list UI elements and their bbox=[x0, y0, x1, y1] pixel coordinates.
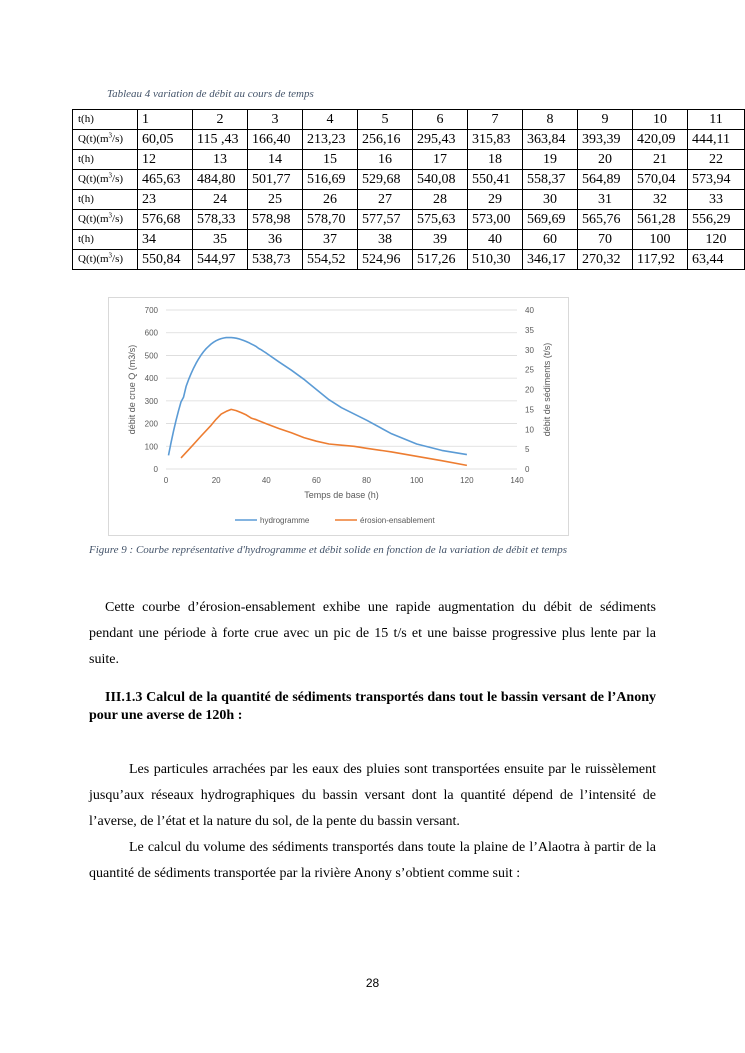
time-cell: 40 bbox=[468, 230, 523, 250]
time-cell: 5 bbox=[358, 110, 413, 130]
x-axis-title: Temps de base (h) bbox=[304, 490, 379, 500]
time-cell: 11 bbox=[688, 110, 745, 130]
time-cell: 20 bbox=[578, 150, 633, 170]
time-cell: 18 bbox=[468, 150, 523, 170]
y-axis-title: débit de crue Q (m3/s) bbox=[127, 344, 137, 435]
y-tick-label: 0 bbox=[153, 465, 158, 474]
flow-cell: 550,41 bbox=[468, 170, 523, 190]
paragraph-2: Les particules arrachées par les eaux des pluies sont transportées ensuite par le ruissèlement jusqu’aux réseaux hydrographiques du bassin versant dont la quantité dépend de l’intensité de l’averse, de l’état et la nature du sol, de la pente du bassin versant. bbox=[89, 762, 656, 829]
y2-axis-title: débit de sédiments (t/s) bbox=[542, 342, 552, 437]
flow-cell: 578,70 bbox=[303, 210, 358, 230]
time-cell: 26 bbox=[303, 190, 358, 210]
flow-label-cell: $Q(t)(m^3/s)$ bbox=[73, 170, 138, 190]
time-cell: 29 bbox=[468, 190, 523, 210]
x-tick-label: 60 bbox=[311, 476, 321, 485]
flow-cell: 524,96 bbox=[358, 250, 413, 270]
time-cell: 24 bbox=[193, 190, 248, 210]
time-cell: 8 bbox=[523, 110, 578, 130]
legend-label: érosion-ensablement bbox=[360, 516, 435, 525]
time-cell: 4 bbox=[303, 110, 358, 130]
flow-cell: 315,83 bbox=[468, 130, 523, 150]
y2-tick-label: 5 bbox=[525, 445, 530, 455]
time-cell: 7 bbox=[468, 110, 523, 130]
series-line-erosion bbox=[181, 409, 467, 465]
flow-cell: 565,76 bbox=[578, 210, 633, 230]
table-row bbox=[73, 110, 745, 130]
flow-cell: 540,08 bbox=[413, 170, 468, 190]
time-cell: 100 bbox=[633, 230, 688, 250]
y-tick-label: 300 bbox=[144, 396, 158, 406]
time-cell: 27 bbox=[358, 190, 413, 210]
flow-cell: 213,23 bbox=[303, 130, 358, 150]
flow-cell: 166,40 bbox=[248, 130, 303, 150]
y2-tick-label: 0 bbox=[525, 465, 530, 474]
table-row bbox=[73, 170, 745, 190]
flow-cell: 393,39 bbox=[578, 130, 633, 150]
x-tick-label: 140 bbox=[510, 476, 524, 485]
y-tick-label: 200 bbox=[144, 419, 158, 429]
flow-table bbox=[72, 109, 745, 270]
flow-cell: 575,63 bbox=[413, 210, 468, 230]
time-cell: 35 bbox=[193, 230, 248, 250]
flow-cell: 465,63 bbox=[138, 170, 193, 190]
table-row bbox=[73, 130, 745, 150]
time-cell: 39 bbox=[413, 230, 468, 250]
time-cell: 3 bbox=[248, 110, 303, 130]
flow-cell: 538,73 bbox=[248, 250, 303, 270]
time-cell: 23 bbox=[138, 190, 193, 210]
flow-cell: 510,30 bbox=[468, 250, 523, 270]
time-cell: 1 bbox=[138, 110, 193, 130]
flow-label-cell: $Q(t)(m^3/s)$ bbox=[73, 210, 138, 230]
y-tick-label: 100 bbox=[144, 442, 158, 452]
y2-tick-label: 35 bbox=[525, 325, 534, 335]
flow-cell: 444,11 bbox=[688, 130, 745, 150]
time-cell: 34 bbox=[138, 230, 193, 250]
x-tick-label: 0 bbox=[163, 476, 169, 485]
time-cell: 12 bbox=[138, 150, 193, 170]
time-label-cell: t(h) bbox=[73, 110, 138, 130]
x-tick-label: 20 bbox=[211, 476, 221, 485]
flow-cell: 256,16 bbox=[358, 130, 413, 150]
flow-cell: 60,05 bbox=[138, 130, 193, 150]
flow-cell: 573,94 bbox=[688, 170, 745, 190]
flow-cell: 561,28 bbox=[633, 210, 688, 230]
y-tick-label: 600 bbox=[144, 328, 158, 338]
time-cell: 21 bbox=[633, 150, 688, 170]
x-tick-label: 120 bbox=[460, 476, 474, 485]
y2-tick-label: 15 bbox=[525, 405, 534, 415]
chart-canvas bbox=[109, 298, 568, 535]
flow-label-cell: $Q(t)(m^3/s)$ bbox=[73, 130, 138, 150]
time-label-cell: t(h) bbox=[73, 230, 138, 250]
time-cell: 15 bbox=[303, 150, 358, 170]
table-row bbox=[73, 190, 745, 210]
flow-cell: 570,04 bbox=[633, 170, 688, 190]
time-label-cell: t(h) bbox=[73, 190, 138, 210]
time-cell: 38 bbox=[358, 230, 413, 250]
time-cell: 2 bbox=[193, 110, 248, 130]
time-cell: 120 bbox=[688, 230, 745, 250]
time-cell: 10 bbox=[633, 110, 688, 130]
y2-tick-label: 40 bbox=[525, 306, 534, 315]
x-tick-label: 40 bbox=[261, 476, 271, 485]
y-tick-label: 400 bbox=[144, 374, 158, 384]
flow-cell: 564,89 bbox=[578, 170, 633, 190]
flow-cell: 516,69 bbox=[303, 170, 358, 190]
time-cell: 17 bbox=[413, 150, 468, 170]
y2-tick-label: 30 bbox=[525, 345, 534, 355]
x-tick-label: 80 bbox=[362, 476, 372, 485]
flow-cell: 501,77 bbox=[248, 170, 303, 190]
time-cell: 19 bbox=[523, 150, 578, 170]
time-cell: 33 bbox=[688, 190, 745, 210]
flow-cell: 484,80 bbox=[193, 170, 248, 190]
time-cell: 36 bbox=[248, 230, 303, 250]
flow-cell: 529,68 bbox=[358, 170, 413, 190]
flow-cell: 517,26 bbox=[413, 250, 468, 270]
table-row bbox=[73, 210, 745, 230]
legend-label: hydrogramme bbox=[260, 516, 310, 525]
figure-caption: Figure 9 : Courbe représentative d'hydrogramme et débit solide en fonction de la variation de débit et temps bbox=[89, 544, 568, 556]
flow-cell: 576,68 bbox=[138, 210, 193, 230]
flow-cell: 556,29 bbox=[688, 210, 745, 230]
time-cell: 9 bbox=[578, 110, 633, 130]
time-label-cell: t(h) bbox=[73, 150, 138, 170]
page-number: 28 bbox=[365, 976, 380, 990]
flow-cell: 115 ,43 bbox=[193, 130, 248, 150]
time-cell: 37 bbox=[303, 230, 358, 250]
time-cell: 6 bbox=[413, 110, 468, 130]
flow-cell: 295,43 bbox=[413, 130, 468, 150]
paragraph-1: Cette courbe d’érosion-ensablement exhibe une rapide augmentation du débit de sédiments pendant une période à forte crue avec un pic de 15 t/s et une baisse progressive plus lente par la suite. bbox=[89, 600, 656, 667]
flow-cell: 346,17 bbox=[523, 250, 578, 270]
time-cell: 60 bbox=[523, 230, 578, 250]
y-tick-label: 500 bbox=[144, 351, 158, 361]
y-tick-label: 700 bbox=[144, 306, 158, 315]
table-row bbox=[73, 230, 745, 250]
x-tick-label: 100 bbox=[410, 476, 424, 485]
flow-cell: 569,69 bbox=[523, 210, 578, 230]
flow-label-cell: $Q(t)(m^3/s)$ bbox=[73, 250, 138, 270]
section-heading: III.1.3 Calcul de la quantité de sédiments transportés dans tout le bassin versant de l’Anony pour une averse de 120h : bbox=[89, 690, 656, 723]
hydrograph-chart bbox=[108, 297, 569, 536]
flow-cell: 363,84 bbox=[523, 130, 578, 150]
time-cell: 70 bbox=[578, 230, 633, 250]
flow-cell: 578,98 bbox=[248, 210, 303, 230]
flow-cell: 63,44 bbox=[688, 250, 745, 270]
flow-cell: 117,92 bbox=[633, 250, 688, 270]
flow-cell: 573,00 bbox=[468, 210, 523, 230]
time-cell: 28 bbox=[413, 190, 468, 210]
time-cell: 31 bbox=[578, 190, 633, 210]
time-cell: 16 bbox=[358, 150, 413, 170]
time-cell: 25 bbox=[248, 190, 303, 210]
time-cell: 14 bbox=[248, 150, 303, 170]
flow-cell: 578,33 bbox=[193, 210, 248, 230]
flow-cell: 558,37 bbox=[523, 170, 578, 190]
flow-cell: 550,84 bbox=[138, 250, 193, 270]
table-row bbox=[73, 150, 745, 170]
table-caption: Tableau 4 variation de débit au cours de temps bbox=[107, 88, 314, 100]
time-cell: 22 bbox=[688, 150, 745, 170]
paragraph-3: Le calcul du volume des sédiments transportés dans toute la plaine de l’Alaotra à partir de la quantité de sédiments transportée par la rivière Anony s’obtient comme suit : bbox=[89, 840, 656, 881]
flow-cell: 577,57 bbox=[358, 210, 413, 230]
flow-cell: 270,32 bbox=[578, 250, 633, 270]
table-row bbox=[73, 250, 745, 270]
time-cell: 13 bbox=[193, 150, 248, 170]
flow-cell: 420,09 bbox=[633, 130, 688, 150]
flow-cell: 554,52 bbox=[303, 250, 358, 270]
time-cell: 32 bbox=[633, 190, 688, 210]
y2-tick-label: 10 bbox=[525, 425, 534, 435]
y2-tick-label: 25 bbox=[525, 365, 534, 375]
flow-cell: 544,97 bbox=[193, 250, 248, 270]
time-cell: 30 bbox=[523, 190, 578, 210]
y2-tick-label: 20 bbox=[525, 385, 534, 395]
